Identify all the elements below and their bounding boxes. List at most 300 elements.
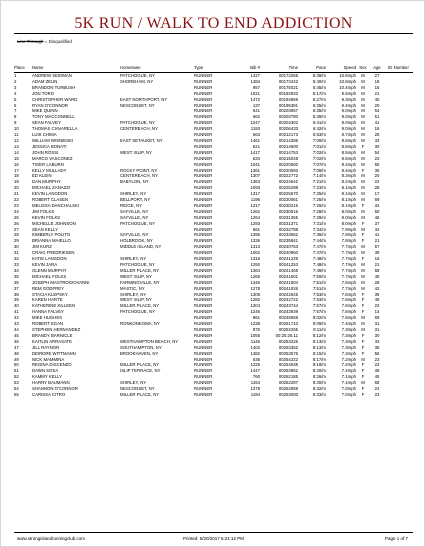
cell-time: 00206433	[278, 126, 298, 132]
cell-hometown: CENTEREACH, NY	[120, 126, 158, 132]
cell-age: 28	[374, 279, 380, 285]
cell-speed: 9.0mph	[341, 120, 356, 126]
cell-hometown: WEST ISLIP, NY	[120, 273, 152, 279]
cell-pace: 8:13/m	[312, 344, 326, 350]
cell-type: RUNNER	[194, 374, 213, 380]
cell-time: 00241804	[278, 279, 298, 285]
cell-bib: 1041	[250, 161, 260, 167]
cell-bib: 634	[252, 155, 260, 161]
cell-name: LUIS CHIMA	[32, 132, 57, 138]
cell-name: KATIE LANGDON	[32, 256, 67, 262]
cell-pace: 8:15/m	[312, 350, 326, 356]
cell-pace: 8:30/m	[312, 380, 326, 386]
cell-speed: 9.0mph	[341, 126, 356, 132]
cell-place: 12	[14, 137, 19, 143]
cell-name: MIKE QUINN	[32, 108, 58, 114]
cell-bib: 1378	[250, 386, 260, 392]
cell-time: 00195391	[278, 102, 298, 108]
cell-name: BRANDON TURBUSH	[32, 84, 76, 90]
cell-place: 34	[14, 267, 19, 273]
cell-time: 00241601	[278, 273, 298, 279]
cell-name: ANDREW SEIDMAN	[32, 73, 72, 78]
cell-time: 00212173	[278, 132, 298, 138]
cell-sex: M	[361, 114, 365, 120]
cell-pace: 6:53/m	[312, 132, 326, 138]
cell-speed: 10.6mph	[339, 78, 356, 84]
cell-id-number	[384, 392, 413, 398]
cell-place: 40	[14, 303, 19, 309]
cell-time: 00204302	[278, 120, 298, 126]
cell-time: 00241253	[278, 262, 298, 267]
cell-time: 00220693	[278, 167, 298, 173]
cell-name: KEVIN FOLKS	[32, 214, 61, 220]
cell-name: NICK MAMMINA	[32, 356, 65, 362]
cell-hometown: MILLER PLACE, NY	[120, 267, 160, 273]
cell-age: 39	[374, 368, 380, 374]
cell-speed: 8.1mph	[341, 185, 356, 191]
cell-name: DAWN SOSA	[32, 368, 59, 374]
cell-place: 17	[14, 167, 19, 173]
cell-speed: 8.4mph	[341, 167, 356, 173]
cell-age: 15	[374, 84, 380, 90]
cell-type: RUNNER	[194, 362, 213, 368]
cell-name: STACIA KLEPSKY	[32, 291, 68, 297]
cell-bib: 1317	[250, 191, 260, 197]
cell-speed: 9.0mph	[341, 108, 356, 114]
cell-sex: M	[361, 267, 365, 273]
cell-speed: 9.4mph	[341, 102, 356, 108]
cell-bib: 875	[252, 326, 260, 332]
cell-pace: 7:44/m	[312, 238, 326, 244]
cell-place: 45	[14, 332, 19, 338]
cell-sex: M	[361, 244, 365, 250]
cell-sex: F	[361, 167, 365, 173]
cell-hometown: PATCHOGUE, NY	[120, 220, 155, 226]
cell-bib: 1313	[250, 244, 260, 250]
cell-name: KAREN HARTE	[32, 297, 63, 303]
cell-name: JON TORO	[32, 90, 55, 96]
cell-name: JILL RAYNOR	[32, 344, 60, 350]
cell-bib: 1307	[250, 173, 260, 179]
cell-bib: 1093	[250, 185, 260, 191]
cell-pace: 7:51/m	[312, 285, 326, 291]
cell-name: KELLY MULLADY	[32, 167, 67, 173]
cell-hometown: SOUTHAMPTON, NY	[120, 344, 162, 350]
cell-pace: 8:33/m	[312, 391, 326, 397]
cell-hometown: WEST ISLIP, NY	[120, 297, 152, 303]
cell-speed: 7.6mph	[341, 297, 356, 303]
cell-pace: 8:11/m	[313, 326, 326, 332]
cell-time: 00230516	[278, 208, 298, 214]
cell-age: 17	[374, 191, 380, 197]
cell-speed: 7.7mph	[341, 244, 356, 250]
cell-place: 51	[14, 368, 19, 374]
cell-bib: 1363	[250, 179, 260, 185]
cell-age: 69	[374, 197, 380, 203]
cell-type: RUNNER	[194, 149, 213, 155]
cell-type: RUNNER	[194, 309, 213, 315]
cell-sex: M	[361, 273, 365, 279]
cell-sex: M	[361, 73, 365, 78]
cell-pace: 7:48/m	[312, 262, 326, 267]
cell-speed: 7.7mph	[341, 256, 356, 262]
cell-type: RUNNER	[194, 220, 213, 226]
cell-time: 00252265	[278, 326, 298, 332]
footer-divider	[14, 532, 413, 533]
cell-time: 00254862	[278, 368, 298, 374]
cell-sex: M	[361, 197, 365, 203]
cell-place: 35	[14, 273, 19, 279]
cell-time: 00262287	[278, 380, 298, 386]
cell-place: 1	[14, 73, 17, 78]
cell-speed: 7.4mph	[341, 321, 356, 327]
cell-sex: M	[361, 126, 365, 132]
cell-place: 13	[14, 143, 19, 149]
cell-hometown: MILLER PLACE, NY	[120, 303, 160, 309]
cell-place: 29	[14, 238, 19, 244]
cell-speed: 8.1mph	[341, 191, 356, 197]
cell-place: 20	[14, 185, 19, 191]
cell-type: RUNNER	[194, 179, 213, 185]
cell-pace: 7:57/m	[312, 309, 326, 315]
cell-place: 49	[14, 356, 19, 362]
cell-sex: F	[361, 386, 365, 392]
cell-type: RUNNER	[194, 161, 213, 167]
cell-sex: M	[361, 185, 365, 191]
cell-time: 00240860	[278, 250, 298, 256]
cell-bib: 1447	[250, 368, 260, 374]
cell-age: 20	[374, 102, 380, 108]
cell-pace: 7:34/m	[312, 226, 326, 232]
cell-place: 23	[14, 202, 19, 208]
cell-bib: 1154	[250, 380, 260, 386]
cell-place: 8	[14, 114, 17, 120]
disqualified-legend	[17, 39, 72, 44]
cell-place: 9	[14, 120, 17, 126]
cell-age: 50	[374, 208, 380, 214]
cell-sex: M	[361, 208, 365, 214]
cell-place: 33	[14, 262, 19, 267]
cell-age: 38	[374, 344, 380, 350]
col-header-place: Place	[14, 65, 32, 73]
cell-sex: M	[361, 84, 365, 90]
col-header-pace: Pace	[298, 65, 326, 73]
cell-speed: 7.8mph	[341, 238, 356, 244]
cell-pace: 6:35/m	[312, 108, 326, 114]
cell-sex: M	[361, 108, 365, 114]
cell-sex: F	[361, 332, 365, 338]
cell-age: 54	[374, 149, 380, 155]
cell-pace: 7:02/m	[312, 149, 326, 155]
cell-hometown: PATCHOGUE, NY	[120, 309, 155, 315]
cell-type: RUNNER	[194, 197, 213, 203]
cell-speed: 9.6mph	[341, 90, 356, 96]
cell-type: RUNNER	[194, 214, 213, 220]
cell-type: RUNNER	[194, 173, 213, 179]
cell-time: 00253226	[278, 338, 298, 344]
cell-name: KIMBERLY POLITO	[32, 232, 71, 238]
cell-place: 6	[14, 102, 17, 108]
cell-sex: M	[361, 90, 365, 96]
cell-age: 21	[374, 90, 380, 96]
cell-bib: 1472	[250, 96, 260, 102]
cell-bib: 1247	[250, 120, 260, 126]
cell-bib: 137	[252, 102, 260, 108]
cell-name: STEPHEN HERNANDEZ	[32, 326, 81, 332]
cell-name: KATHERINE KILLEEN	[32, 303, 76, 309]
cell-age: 34	[374, 202, 380, 208]
cell-name: RYAN O'CONNOR	[32, 102, 68, 108]
cell-sex: M	[361, 285, 365, 291]
cell-bib: 662	[252, 114, 260, 120]
cell-speed: 8.0mph	[341, 214, 356, 220]
cell-pace: 7:36/m	[312, 232, 326, 238]
cell-type: RUNNER	[194, 102, 213, 108]
cell-time: 00241225	[278, 256, 298, 262]
cell-place: 2	[14, 78, 17, 84]
cell-place: 38	[14, 291, 19, 297]
cell-age: 23	[374, 303, 380, 309]
cell-time: 00231371	[278, 220, 298, 226]
col-header-type: Type	[194, 65, 234, 73]
cell-place: 31	[14, 250, 19, 256]
cell-speed: 8.0mph	[341, 220, 356, 226]
cell-hometown: BELLPORT, NY	[120, 197, 151, 203]
cell-sex: M	[361, 380, 365, 386]
cell-sex: F	[361, 303, 365, 309]
cell-type: RUNNER	[194, 356, 213, 362]
cell-age: 57	[374, 244, 380, 250]
cell-bib: 1278	[250, 285, 260, 291]
cell-sex: M	[361, 279, 365, 285]
cell-age: 41	[374, 232, 380, 238]
col-header-sex: Sex	[356, 65, 370, 73]
cell-speed: 10.6mph	[339, 73, 356, 78]
cell-age: 40	[374, 96, 380, 102]
cell-name: MARCO VASCONEZ	[32, 155, 73, 161]
cell-time: 00192833	[278, 90, 298, 96]
cell-place: 24	[14, 208, 19, 214]
cell-place: 30	[14, 244, 19, 250]
cell-bib: 1482	[250, 350, 260, 356]
cell-hometown: RIDGE, NY	[120, 202, 142, 208]
cell-age: 18	[374, 78, 380, 84]
cell-hometown: SAYVILLE, NY	[120, 214, 149, 220]
cell-hometown: FARMINGVILLE, NY	[120, 279, 160, 285]
cell-bib: 1484	[250, 78, 260, 84]
cell-name: TONY MACCONNELL	[32, 114, 75, 120]
footer-printed: Printed: 5/20/2017 5:21:12 PM	[182, 536, 245, 541]
cell-bib: 621	[252, 143, 260, 149]
cell-name: WILLIAM WISNIESKI	[32, 137, 74, 143]
cell-type: RUNNER	[194, 273, 213, 279]
cell-bib: 1146	[250, 338, 260, 344]
cell-sex: F	[361, 202, 365, 208]
cell-type: RUNNER	[194, 126, 213, 132]
cell-time: 00:25:25.11	[275, 332, 298, 338]
cell-pace: 7:21/m	[312, 179, 326, 185]
cell-time: 00230216	[278, 202, 298, 208]
cell-type: RUNNER	[194, 391, 213, 397]
cell-pace: 8:12/m	[312, 332, 326, 338]
cell-time: 00262959	[278, 386, 298, 392]
cell-place: 19	[14, 179, 19, 185]
cell-hometown: SHOREHAM, NY	[120, 78, 154, 84]
footer-website: www.strongislandrunningclub.com	[17, 536, 86, 541]
cell-name: HARRY BAUMANN	[32, 380, 70, 386]
cell-bib: 1193	[250, 126, 260, 132]
cell-bib: 663	[252, 132, 260, 138]
cell-bib: 1055	[250, 332, 260, 338]
cell-speed: 8.1mph	[341, 197, 356, 203]
cell-age: 34	[374, 226, 380, 232]
cell-speed: 8.5mph	[341, 143, 356, 149]
cell-speed: 9.3mph	[341, 96, 356, 102]
cell-sex: M	[361, 250, 365, 256]
cell-speed: 7.2mph	[341, 356, 356, 362]
cell-name: KEVIN JARA	[32, 262, 58, 267]
cell-sex: F	[361, 374, 365, 380]
cell-speed: 8.5mph	[341, 155, 356, 161]
cell-age: 58	[374, 380, 380, 386]
cell-hometown: PATCHOGUE, NY	[120, 73, 155, 78]
cell-time: 00233662	[278, 232, 298, 238]
cell-pace: 7:00/m	[312, 137, 326, 143]
cell-type: RUNNER	[194, 244, 213, 250]
cell-place: 32	[14, 256, 19, 262]
cell-time: 00254538	[278, 362, 298, 368]
cell-type: RUNNER	[194, 326, 213, 332]
cell-pace: 6:41/m	[312, 120, 326, 126]
cell-speed: 8.5mph	[341, 149, 356, 155]
cell-time: 00230061	[278, 197, 298, 203]
cell-type: RUNNER	[194, 238, 213, 244]
legend-meaning: = Disqualified	[43, 39, 72, 44]
cell-age: 35	[374, 167, 380, 173]
cell-name: CHRISTOPHER WARD	[32, 96, 78, 102]
cell-bib: 1292	[250, 262, 260, 267]
results-table	[14, 65, 413, 398]
cell-speed: 7.3mph	[341, 332, 356, 338]
cell-hometown: SHIRLEY, NY	[120, 380, 147, 386]
cell-type: RUNNER	[194, 96, 213, 102]
cell-sex: M	[361, 137, 365, 143]
cell-type: RUNNER	[194, 350, 213, 356]
cell-sex: M	[361, 321, 365, 327]
cell-sex: F	[361, 309, 365, 315]
cell-bib: 1396	[250, 232, 260, 238]
cell-time: 00173255	[278, 73, 298, 78]
cell-time: 00245558	[278, 315, 298, 321]
cell-speed: 7.3mph	[341, 344, 356, 350]
cell-age: 55	[374, 161, 380, 167]
cell-time: 00253352	[278, 344, 298, 350]
cell-name: SEAN FALVEY	[32, 120, 61, 126]
cell-hometown: MASTIC, NY	[120, 285, 145, 291]
cell-type: RUNNER	[194, 380, 213, 386]
cell-name: ROBERT CLASEN	[32, 197, 69, 203]
cell-age: 21	[374, 262, 380, 267]
cell-bib: 1282	[250, 297, 260, 303]
cell-bib: 1304	[250, 303, 260, 309]
cell-place: 15	[14, 155, 19, 161]
cell-speed: 7.5mph	[341, 309, 356, 315]
cell-place: 54	[14, 386, 19, 392]
cell-speed: 7.6mph	[341, 279, 356, 285]
cell-hometown: ROCKY POINT, NY	[120, 167, 158, 173]
cell-pace: 6:25/m	[312, 102, 326, 108]
cell-sex: M	[361, 161, 365, 167]
cell-pace: 6:39/m	[312, 114, 326, 120]
cell-name: SEAN KELLY	[32, 226, 58, 232]
cell-pace: 8:20/m	[312, 368, 326, 374]
cell-age: 59	[374, 315, 380, 321]
cell-age: 37	[374, 220, 380, 226]
cell-time: 00225670	[278, 191, 298, 197]
cell-place: 27	[14, 226, 19, 232]
cell-bib: 1062	[250, 250, 260, 256]
cell-age: 28	[374, 132, 380, 138]
cell-time: 00254222	[278, 356, 298, 362]
cell-hometown: ISLIP TERRACE, NY	[120, 368, 161, 374]
cell-sex: F	[361, 350, 365, 356]
cell-pace: 7:07/m	[312, 161, 326, 167]
cell-name: ED KLEIN	[32, 173, 52, 179]
cell-age: 33	[374, 338, 380, 344]
cell-speed: 7.3mph	[341, 350, 356, 356]
cell-age: 28	[374, 185, 380, 191]
cell-speed: 7.7mph	[341, 250, 356, 256]
cell-time: 00242645	[278, 291, 298, 297]
cell-sex: F	[361, 344, 365, 350]
cell-age: 27	[374, 73, 380, 78]
title-divider	[14, 33, 413, 34]
cell-bib: 1265	[250, 273, 260, 279]
cell-pace: 7:23/m	[312, 185, 326, 191]
cell-sex: M	[361, 102, 365, 108]
cell-time: 00203657	[278, 108, 298, 114]
cell-name: MIKE HUGHES	[32, 315, 63, 321]
cell-place: 52	[14, 374, 19, 380]
cell-sex: F	[361, 391, 365, 397]
cell-bib: 1427	[250, 73, 260, 78]
cell-speed: 8.7mph	[341, 132, 356, 138]
cell-pace: 7:25/m	[312, 191, 326, 197]
cell-sex: F	[361, 297, 365, 303]
cell-pace: 7:48/m	[312, 256, 326, 262]
col-header-hometown: Hometown	[120, 65, 194, 73]
cell-place: 14	[14, 149, 19, 155]
cell-type: RUNNER	[194, 137, 213, 143]
cell-type: RUNNER	[194, 132, 213, 138]
cell-name: KEVIN LANGDON	[32, 191, 68, 197]
cell-speed: 7.2mph	[341, 362, 356, 368]
cell-pace: 5:39/m	[312, 73, 326, 78]
cell-time: 00242722	[278, 297, 298, 303]
cell-age: 22	[374, 179, 380, 185]
cell-time: 00222772	[278, 173, 298, 179]
cell-bib: 661	[252, 226, 260, 232]
cell-speed: 7.7mph	[341, 267, 356, 273]
cell-sex: M	[361, 149, 365, 155]
cell-place: 50	[14, 362, 19, 368]
cell-place: 21	[14, 191, 19, 197]
footer-page-number: Page 1 of 7	[384, 536, 408, 541]
cell-name: ADAM ZEUN	[32, 78, 58, 84]
col-header-time: Time	[260, 65, 298, 73]
cell-type: RUNNER	[194, 262, 213, 267]
cell-place: 26	[14, 220, 19, 226]
